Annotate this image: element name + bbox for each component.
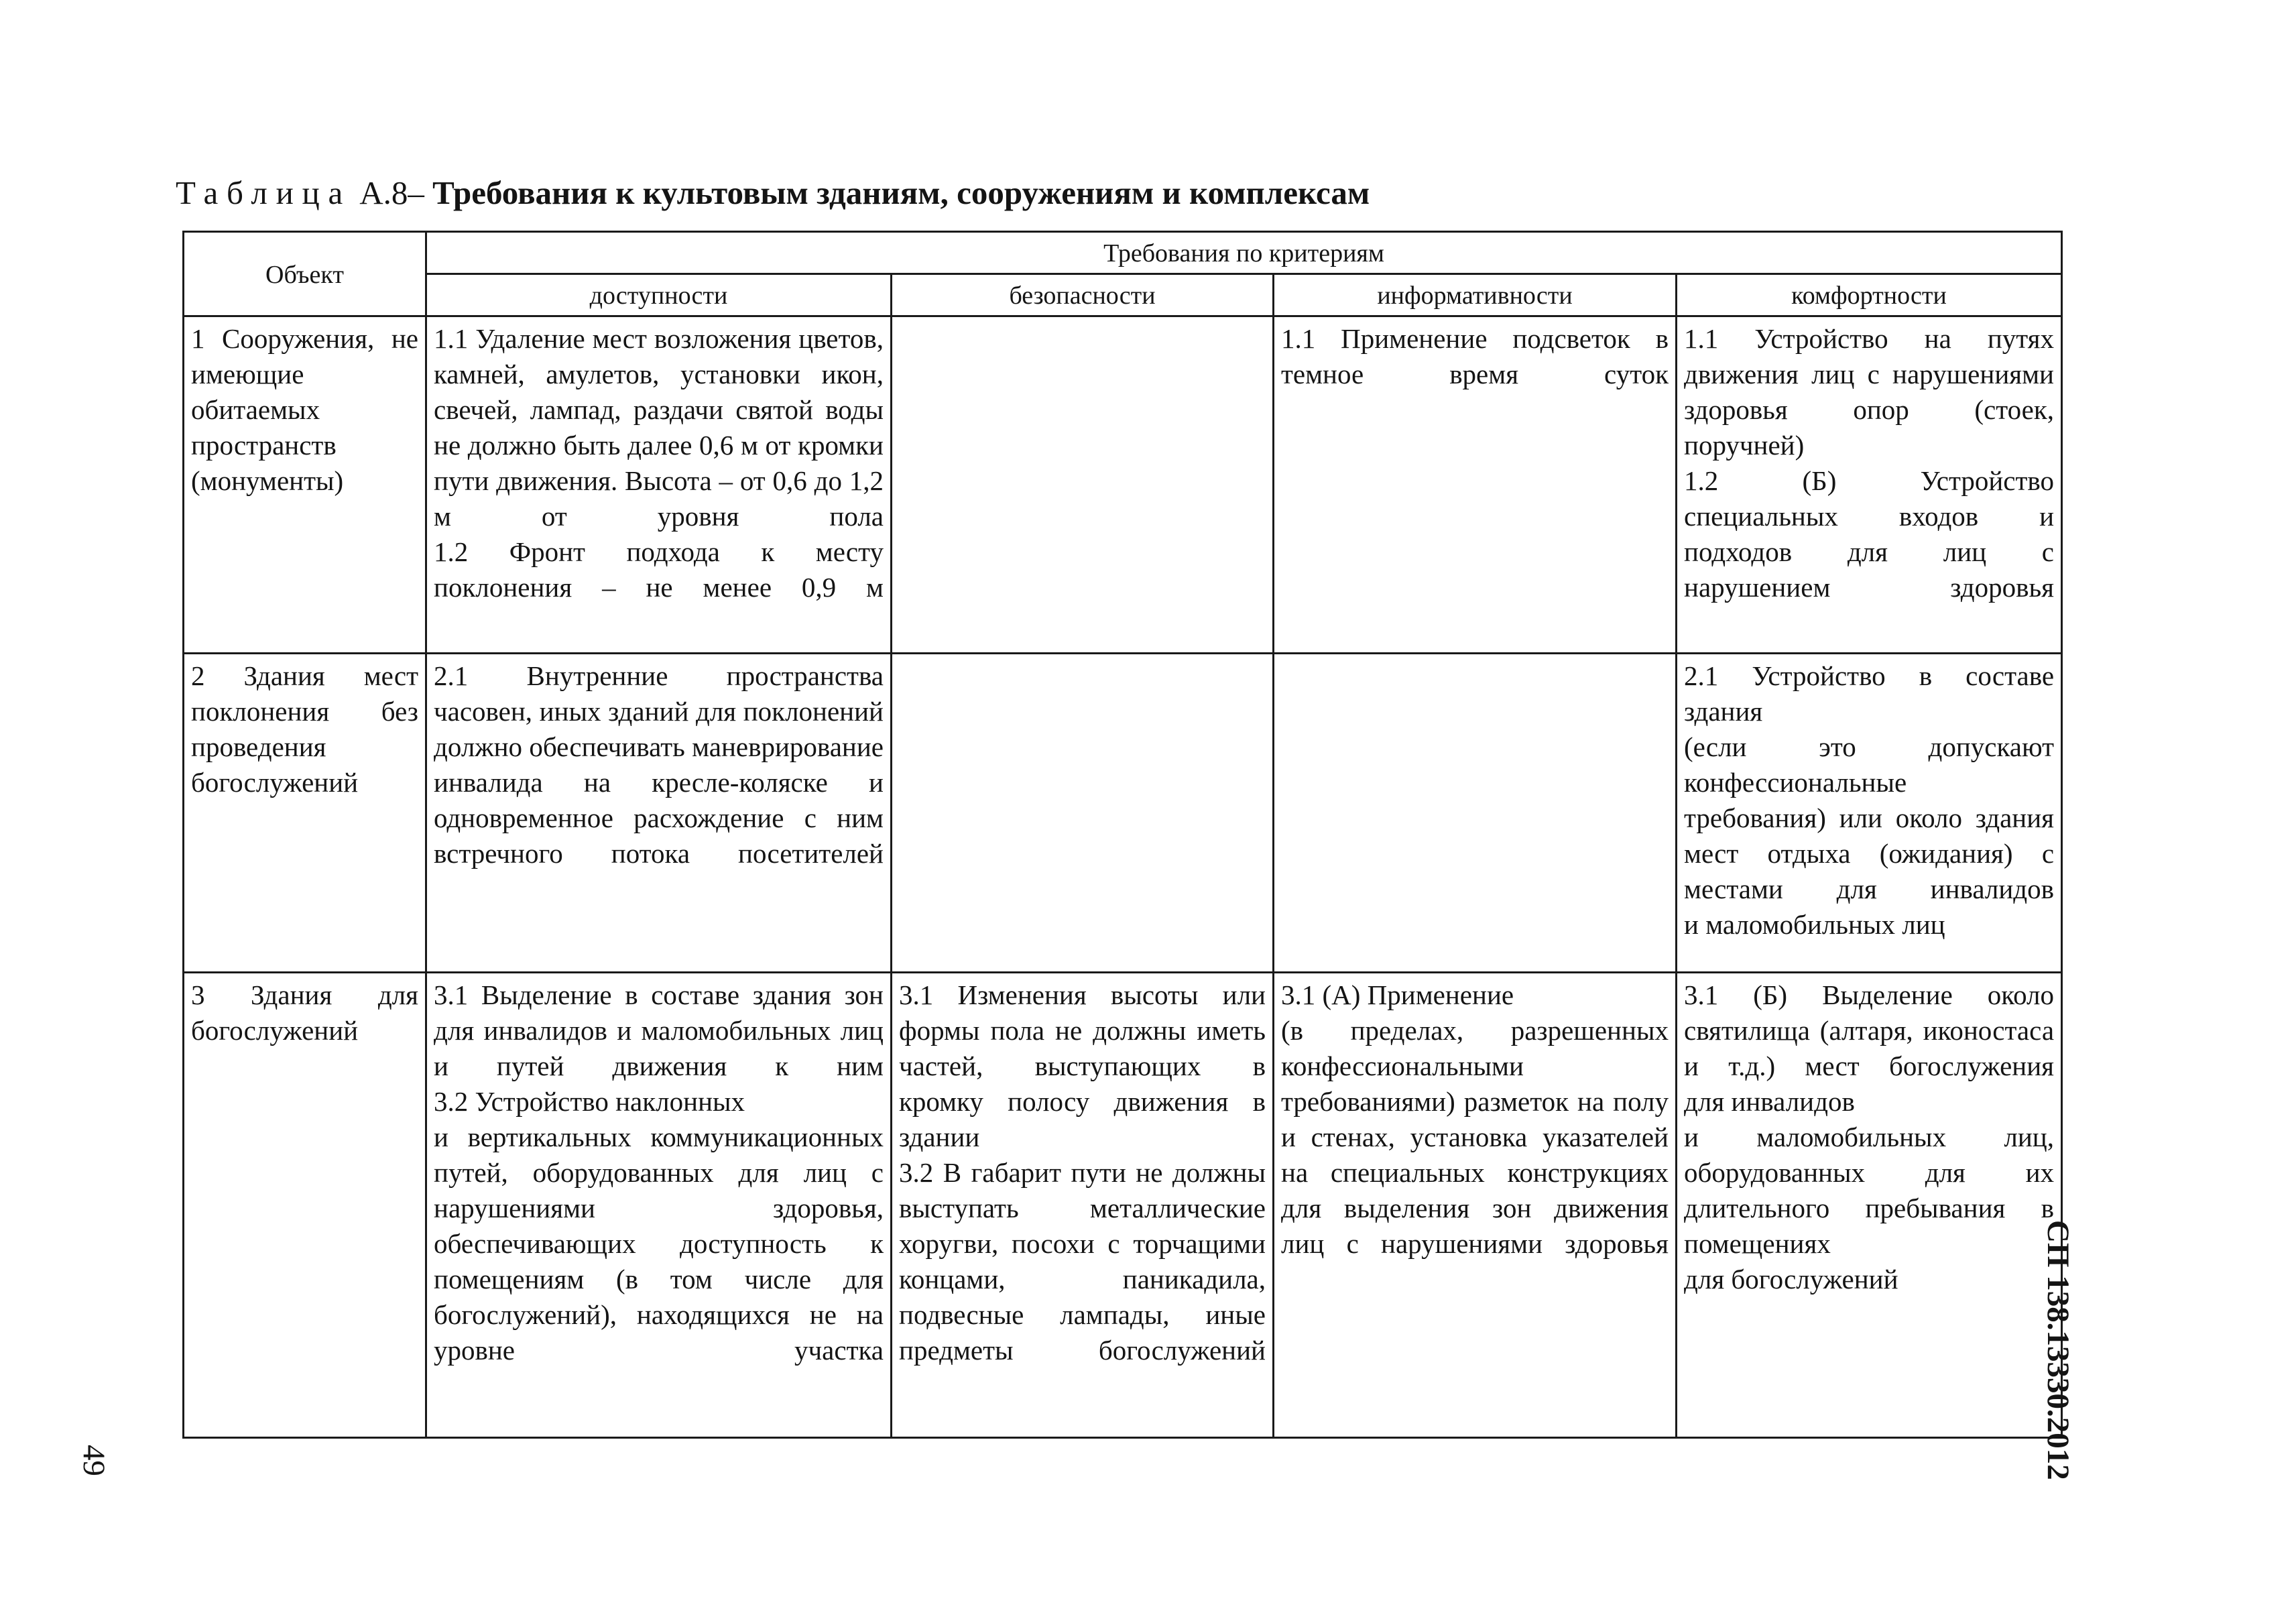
object-cell: 2 Здания мест поклонения без проведения богослужений [184, 654, 426, 973]
table-row [184, 654, 2062, 973]
requirement-item: 2.1 Устройство в составе здания [1684, 660, 2055, 727]
caption-label: Таблица [176, 174, 351, 211]
requirement-item: 2.1 Внутренние пространства часовен, иных зданий для поклонений должно обеспечивать маневрирование инвалида на кресле-коляске и одновременное расхождение с ним встречного потока посетителей [434, 660, 884, 869]
requirement-item: 3.1 Выделение в составе здания зон для инвалидов и маломобильных лиц и путей движения к ним [434, 979, 884, 1081]
informativeness-cell [1274, 973, 1677, 1438]
safety-cell [892, 316, 1274, 654]
requirement-item: 3.1 (А) Применение [1281, 979, 1514, 1010]
caption-number: А.8 [359, 174, 408, 211]
informativeness-cell [1274, 316, 1677, 654]
requirements-table [182, 231, 2063, 1439]
comfort-cell [1677, 973, 2062, 1438]
requirement-item: 3.2 В габарит пути не должны выступать металлические хоругви, посохи с торчащими концами, паникадила, подвесные лампады, иные предметы богослужений [899, 1157, 1266, 1366]
table-caption [176, 173, 1370, 213]
requirement-item: 3.1 (Б) Выделение около святилища (алтаря, иконостаса и т.д.) мест богослужения [1684, 979, 2055, 1081]
requirement-item: для богослужений [1684, 1264, 1898, 1295]
requirement-item: для инвалидов [1684, 1086, 1855, 1117]
document-number: СП 138.13330.2012 [2041, 1220, 2075, 1480]
caption-title: Требования к культовым зданиям, сооружениям и комплексам [432, 174, 1370, 211]
object-cell: 3 Здания для богослужений [184, 973, 426, 1438]
header-accessibility: доступности [426, 274, 892, 316]
header-comfort: комфортности [1677, 274, 2062, 316]
header-criteria-group: Требования по критериям [426, 232, 2062, 274]
accessibility-cell [426, 973, 892, 1438]
accessibility-cell [426, 654, 892, 973]
requirement-item: 1.2 (Б) Устройство специальных входов и подходов для лиц с нарушением здоровья [1684, 465, 2055, 603]
safety-cell [892, 654, 1274, 973]
requirement-item: и вертикальных коммуникационных путей, оборудованных для лиц с нарушениями здоровья, обеспечивающих доступность к помещениям (в том числе для богослужений), находящихся не на уровне участка [434, 1122, 884, 1366]
requirement-item: 1.1 Устройство на путях движения лиц с нарушениями здоровья опор (стоек, поручней) [1684, 323, 2055, 461]
requirement-item: 3.2 Устройство наклонных [434, 1086, 745, 1117]
requirement-item: и маломобильных лиц [1684, 909, 1945, 940]
table-row [184, 973, 2062, 1438]
requirement-item: 1.1 Удаление мест возложения цветов, камней, амулетов, установки икон, свечей, лампад, раздачи святой воды не должно быть далее 0,6 м от кромки пути движения. Высота – от 0,6 до 1,2 м от уровня пола [434, 323, 884, 532]
header-safety: безопасности [892, 274, 1274, 316]
header-row-group [184, 232, 2062, 274]
informativeness-cell [1274, 654, 1677, 973]
page-number: 49 [76, 1445, 111, 1476]
requirement-item: 1.1 Применение подсветок в темное время суток [1281, 323, 1669, 389]
requirement-item: и маломобильных лиц, оборудованных для их длительного пребывания в помещениях [1684, 1122, 2055, 1259]
comfort-cell [1677, 654, 2062, 973]
header-row-criteria [184, 274, 2062, 316]
caption-dash: – [408, 174, 424, 211]
header-informativeness: информативности [1274, 274, 1677, 316]
comfort-cell [1677, 316, 2062, 654]
requirement-item: 3.1 Изменения высоты или формы пола не должны иметь частей, выступающих в кромку полосу движения в здании [899, 979, 1266, 1152]
requirement-item: (если это допускают конфессиональные требования) или около здания мест отдыха (ожидания) с местами для инвалидов [1684, 731, 2055, 904]
requirement-item: (в пределах, разрешенных конфессиональными требованиями) разметок на полу и стенах, установка указателей на специальных конструкциях для выделения зон движения лиц с нарушениями здоровья [1281, 1015, 1669, 1259]
accessibility-cell [426, 316, 892, 654]
requirement-item: 1.2 Фронт подхода к месту поклонения – не менее 0,9 м [434, 536, 884, 603]
object-cell: 1 Сооружения, не имеющие обитаемых пространств (монументы) [184, 316, 426, 654]
header-object: Объект [184, 232, 426, 316]
table-row [184, 316, 2062, 654]
safety-cell [892, 973, 1274, 1438]
